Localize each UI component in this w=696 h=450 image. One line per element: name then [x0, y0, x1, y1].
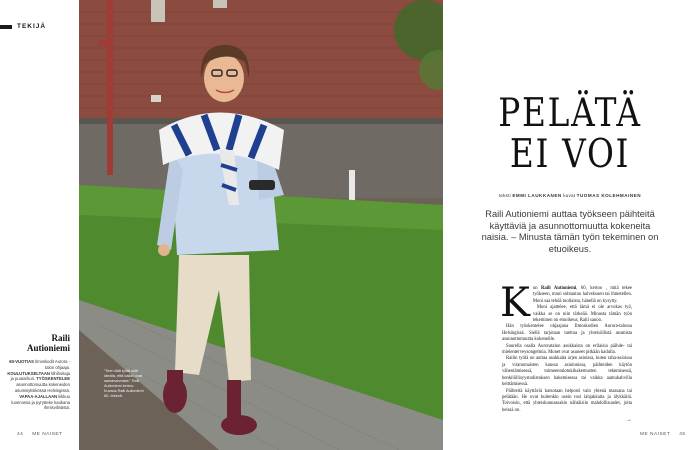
profile-last-name: Autioniemi — [26, 343, 70, 353]
right-page-footer — [640, 432, 693, 437]
bio-label-4: VAPAA-AJALLAAN — [19, 393, 58, 399]
credit-photo-name: TUOMAS KOLEHMAINEN — [576, 193, 642, 198]
profile-first-name: Raili — [51, 333, 70, 343]
credit-photo-label: kuvat — [563, 193, 576, 198]
continue-arrow-icon: → — [626, 417, 632, 423]
body-paragraph: Moni ajattelee, että tämä ei ole arvokas työ, vaikka se on niin tärkeää. Minusta tämän työn tekeminen on etuoikeus, Raili sanoo. — [532, 305, 632, 324]
headline-line-1: PELÄTÄ — [498, 91, 642, 136]
section-label: TEKIJÄ — [17, 23, 47, 30]
phone-case — [249, 180, 275, 190]
section-marker-bar — [0, 25, 12, 29]
bio-text-2: lähihoitaja ja puutarhuri. — [10, 370, 70, 382]
drainpipe — [107, 0, 113, 175]
body-paragraph: Päihteitä käyttäviä katsotaan helposti vain yhtenä massana tai pelätään. He ovat kuitenkin usein tosi lahjakkaita ja älykkäitä. Toivoisin, että yhteiskunnassakin nähtäisiin mahdollisuudet, joita heissä on. — [502, 388, 632, 413]
section-tag — [0, 23, 46, 30]
photo-caption: ”Teen tätä työtä sillä ideolla, että kaikki ovat samanarvoisia.” Raili Autioniemi kertoo. Kuvaus Raili Autioniemi 60- tekevä. — [104, 369, 144, 398]
body-paragraph: Railin työtä on auttaa asukkaita arjen asioissa, kuten raha-asioissa ja viranomaisten kanssa asioinnissa, päihteiden käytön vähentämisessä, toimeentulotukihakemusten tekemisessä, henkilöllisyystodistuksen hakemisessa tai vaikka aamukahvilla keittämisessä. — [502, 356, 632, 388]
profile-bio — [4, 359, 70, 411]
left-page-number: 44 — [17, 432, 24, 437]
profile-name — [4, 333, 70, 353]
body-paragraph: un Raili Autioniemi, 60, kertoo , mitä tekee työkseen, moni suhtautuu halveksuen tai ihmetellen. Moni saa tehdä tuollaista, hänellä on kysytty. — [532, 286, 633, 304]
bio-text-1: Ilmoskodit Aurora -talon ohjaaja. — [35, 359, 70, 370]
bio-text-4: liikkuu luonnossa ja pyrytteke kaukana ihmisvilinästä. — [11, 393, 70, 411]
drop-cap: K — [500, 280, 530, 326]
bio-label-2: KOULUTUKSELTAAN — [7, 370, 50, 376]
article-headline — [471, 93, 669, 175]
face — [204, 54, 244, 102]
headline-line-2: EI VOI — [509, 132, 631, 177]
right-magazine-name: ME NAISET — [640, 432, 671, 437]
window — [151, 0, 165, 22]
article-body — [500, 280, 633, 414]
subject-name: Raili Autioniemi — [541, 286, 577, 291]
right-page-number: 45 — [679, 432, 686, 437]
bio-age: 60-VUOTIAS — [9, 359, 34, 364]
left-magazine-name: ME NAISET — [32, 432, 63, 437]
article-credits — [452, 193, 688, 198]
credit-text-label: teksti — [498, 193, 511, 198]
profile-sidebar — [4, 333, 70, 411]
body-paragraph: Hän työskentelee ohjaajana Ilmoskodien Aurora-talossa Helsingissä. Siellä tarjotaan tuettua ja yhteisöllistä asumista asunnottomuutta kokeneille. — [502, 324, 632, 343]
bio-text-3: asunnottomuutta kokeneiden asumisyksikössä Helsingissä. — [14, 382, 70, 393]
article-lead: Raili Autioniemi auttaa työkseen päihteitä käyttäviä ja asunnottomuutta kokeneita naisia. – Minusta tämän työn tekeminen on etuoikeus. — [481, 209, 659, 254]
credit-text-name: EMMI LAUKKANEN — [512, 193, 562, 198]
bio-label-3: TYÖSKENTELEE — [36, 376, 70, 382]
left-page-footer — [17, 432, 70, 437]
body-paragraph: Suurella osalla Auroratalon asukkaista on erilaisia päihde- tai mielenterveysongelmia. Monet ovat asuneet pitkään kadulla. — [502, 343, 632, 356]
